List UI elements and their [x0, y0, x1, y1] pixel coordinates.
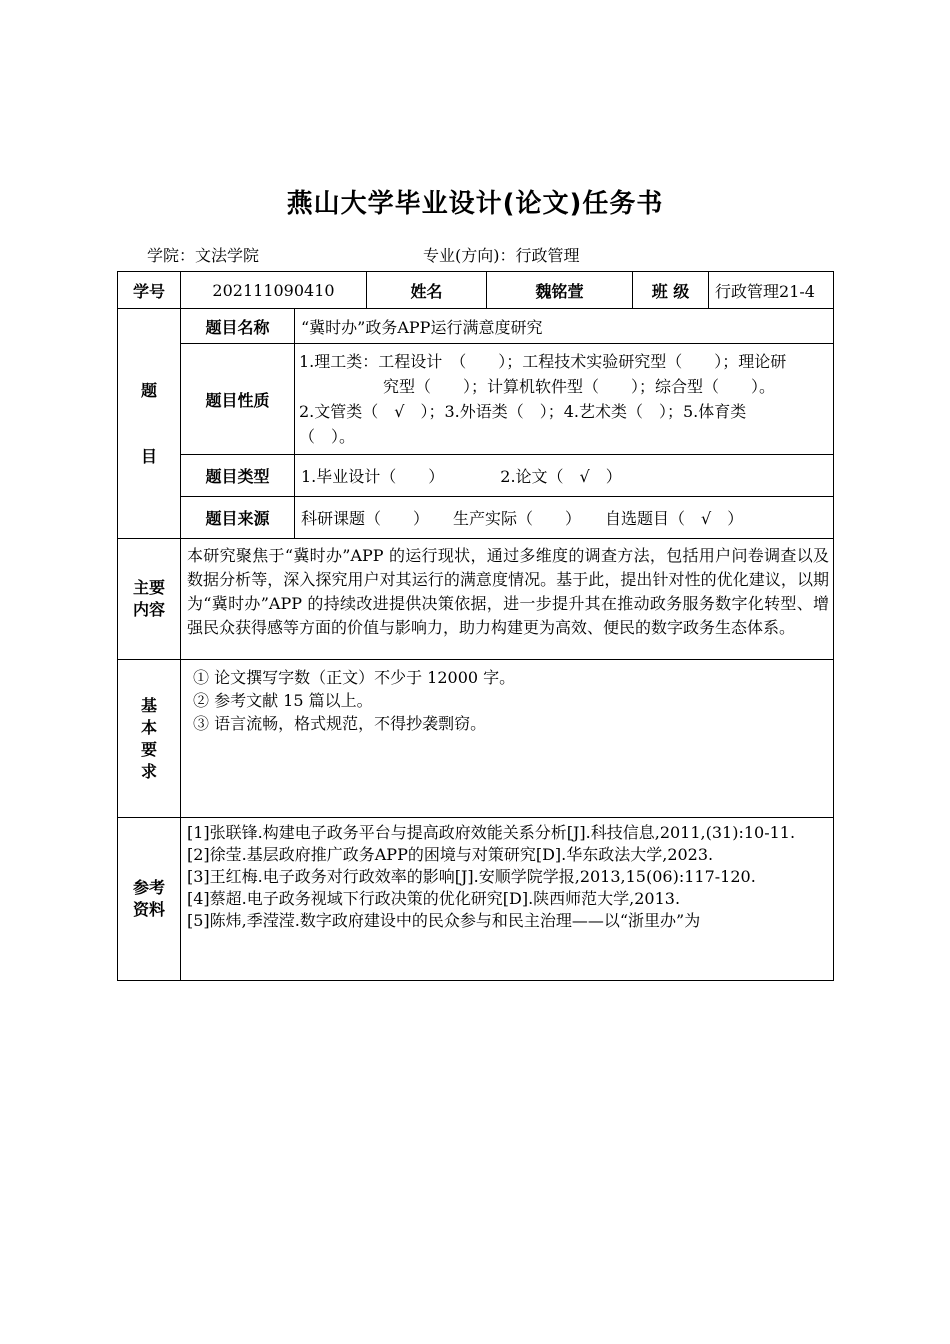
nature-line-4: （ ）。	[299, 427, 356, 446]
topic-name-label: 题目名称	[181, 309, 295, 344]
reference-item: [5]陈炜,季滢滢.数字政府建设中的民众参与和民主治理——以“浙里办”为	[187, 911, 701, 930]
requirements-label-3: 要	[140, 739, 157, 759]
topic-source-row	[118, 497, 834, 539]
reference-item: [3]王红梅.电子政务对行政效率的影响[J].安顺学院学报,2013,15(06):117-120.	[187, 867, 756, 886]
main-content-row	[118, 539, 834, 660]
requirements-row	[118, 660, 834, 818]
nature-line-1: 1.理工类：工程设计 （ ）；工程技术实验研究型（ ）；理论研	[299, 352, 787, 371]
topic-name-value: “冀时办”政务APP运行满意度研究	[295, 309, 834, 344]
topic-source-value: 科研课题（ ） 生产实际（ ） 自选题目（ √ ）	[295, 497, 834, 539]
topic-label-char-1: 题	[140, 380, 157, 400]
college-label: 学院：文法学院	[147, 246, 260, 265]
topic-label-gap	[118, 402, 180, 446]
requirement-item: ① 论文撰写字数（正文）不少于 12000 字。	[193, 668, 516, 687]
topic-type-value: 1.毕业设计（ ） 2.论文（ √ ）	[295, 455, 834, 497]
topic-name-row	[118, 309, 834, 344]
main-content-text: 本研究聚焦于“冀时办”APP 的运行现状，通过多维度的调查方法，包括用户问卷调查以及数据分析等，深入探究用户对其运行的满意度情况。基于此，提出针对性的优化建议，以期为“冀时办”APP 的持续改进提供决策依据，进一步提升其在推动政务服务数字化转型、增强民众获得感等方面的价值与影响力，助力构建更为高效、便民的数字政务生态体系。	[181, 539, 834, 660]
nature-line-2: 究型（ ）；计算机软件型（ ）；综合型（ ）。	[383, 377, 776, 396]
topic-nature-options	[295, 344, 834, 455]
requirements-label-1: 基	[140, 695, 157, 715]
reference-item: [1]张联锋.构建电子政务平台与提高政府效能关系分析[J].科技信息,2011,(31):10-11.	[187, 823, 796, 842]
task-form-table	[117, 271, 834, 981]
topic-nature-label: 题目性质	[181, 344, 295, 455]
nature-line-3: 2.文管类（ √ ）；3.外语类（ ）；4.艺术类（ ）；5.体育类	[299, 402, 747, 421]
requirements-list	[181, 660, 834, 818]
student-name-label: 姓名	[367, 272, 487, 309]
student-id-value: 202111090410	[181, 272, 367, 309]
requirement-item: ② 参考文献 15 篇以上。	[193, 691, 373, 710]
main-content-label-2: 内容	[132, 600, 165, 619]
requirements-label	[118, 660, 181, 818]
topic-section-label	[118, 309, 181, 539]
requirements-label-2: 本	[140, 717, 157, 737]
reference-item: [2]徐莹.基层政府推广政务APP的困境与对策研究[D].华东政法大学,2023.	[187, 845, 714, 864]
references-clip	[187, 822, 830, 977]
references-label-1: 参考	[132, 878, 165, 897]
major-label: 专业(方向)：行政管理	[423, 246, 580, 265]
topic-label-char-2: 目	[140, 446, 157, 466]
class-label: 班 级	[633, 272, 709, 309]
references-label	[118, 818, 181, 981]
reference-item: [4]蔡超.电子政务视域下行政决策的优化研究[D].陕西师范大学,2013.	[187, 889, 681, 908]
class-value: 行政管理21-4	[709, 272, 834, 309]
requirement-item: ③ 语言流畅，格式规范，不得抄袭剽窃。	[193, 714, 487, 733]
student-info-row	[118, 272, 834, 309]
main-content-label	[118, 539, 181, 660]
student-name-value: 魏铭萱	[487, 272, 633, 309]
topic-type-label: 题目类型	[181, 455, 295, 497]
topic-type-row	[118, 455, 834, 497]
document-title: 燕山大学毕业设计(论文)任务书	[286, 189, 664, 219]
student-id-label: 学号	[118, 272, 181, 309]
requirements-label-4: 求	[140, 761, 157, 781]
main-content-label-1: 主要	[132, 578, 165, 597]
references-list	[181, 818, 834, 981]
topic-source-label: 题目来源	[181, 497, 295, 539]
references-row	[118, 818, 834, 981]
topic-nature-row	[118, 344, 834, 455]
references-label-2: 资料	[132, 900, 165, 919]
